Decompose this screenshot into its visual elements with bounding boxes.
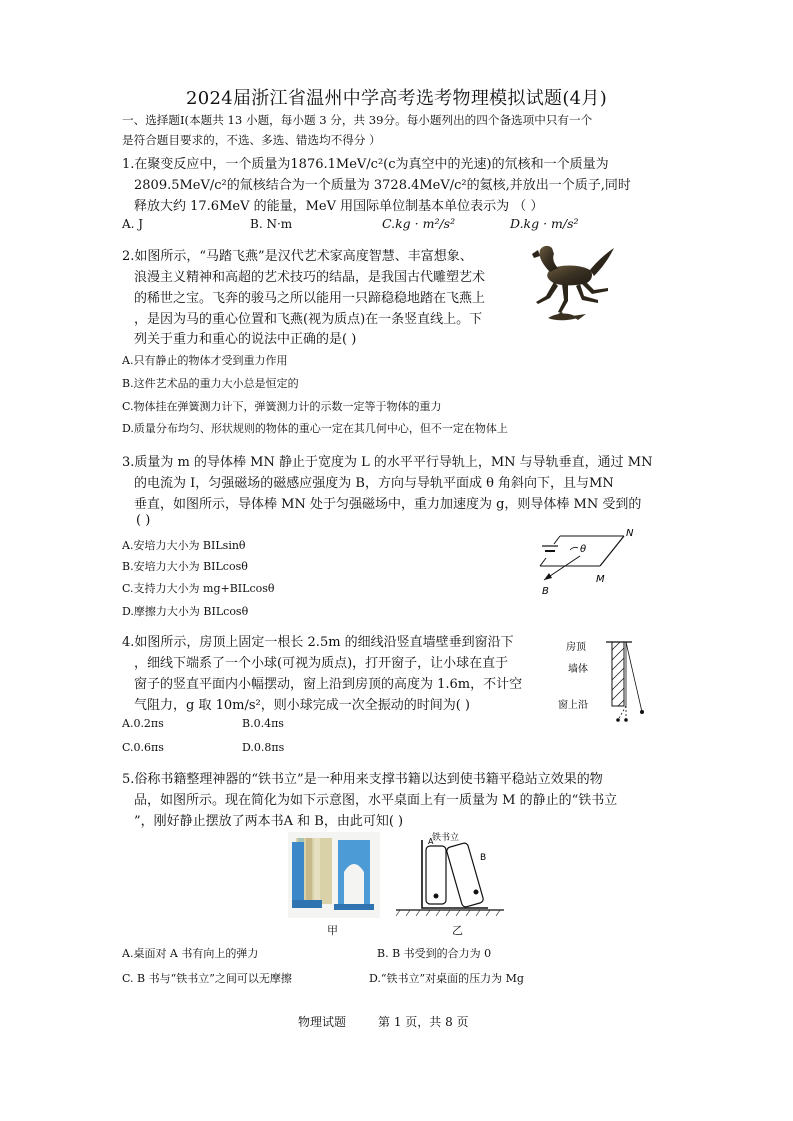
q5-option-a: A.桌面对 A 书有向上的弹力 bbox=[122, 947, 259, 960]
q1-option-c: C.kg · m²/s² bbox=[382, 216, 456, 231]
rail-magnetic-field-diagram bbox=[528, 520, 646, 598]
iron-bookend-label: 铁书立 bbox=[432, 833, 460, 843]
q1-text-line2: 2809.5MeV/c²的氚核结合为一个质量为 3728.4MeV/c²的氦核,并放出一个质子,同时 bbox=[134, 178, 631, 193]
q4-text-line1: 4.如图所示，房顶上固定一根长 2.5m 的细线沿竖直墙壁垂到窗沿下 bbox=[122, 635, 514, 650]
figure-yi-label: 乙 bbox=[452, 924, 463, 937]
book-a-label: A bbox=[428, 837, 434, 846]
q5-option-b: B. B 书受到的合力为 0 bbox=[377, 947, 492, 960]
pendulum-wall-diagram bbox=[556, 634, 652, 724]
q4-option-a: A.0.2πs bbox=[122, 717, 164, 730]
q2-option-d: D.质量分布均匀、形状规则的物体的重心一定在其几何中心，但不一定在物体上 bbox=[122, 422, 508, 435]
q3-option-d: D.摩擦力大小为 BILcosθ bbox=[122, 605, 249, 618]
n-label: N bbox=[626, 528, 634, 539]
q5-text-line2: 品，如图所示。现在简化为如下示意图，水平桌面上有一质量为 M 的静止的“铁书立 bbox=[134, 793, 618, 808]
q1-text-line1: 1.在聚变反应中，一个质量为1876.1MeV/c²(c为真空中的光速)的氘核和一个质量为 bbox=[122, 157, 609, 172]
section-header-line2: 是符合题目要求的，不选、多选、错选均不得分 ） bbox=[122, 133, 381, 147]
q2-option-a: A.只有静止的物体才受到重力作用 bbox=[122, 354, 288, 367]
q5-text-line3: ”，刚好静止摆放了两本书A 和 B，由此可知( ) bbox=[134, 814, 404, 829]
window-label: 窗上沿 bbox=[558, 700, 588, 711]
q1-option-b: B. N·m bbox=[250, 217, 293, 231]
q3-text-line3: 垂直，如图所示，导体棒 MN 处于匀强磁场中，重力加速度为 g，则导体棒 MN 受到的 bbox=[134, 497, 642, 512]
q2-option-b: B.这件艺术品的重力大小总是恒定的 bbox=[122, 377, 299, 390]
q4-text-line4: 气阻力，g 取 10m/s²，则小球完成一次全振动的时间为( ) bbox=[134, 698, 470, 713]
footer-subject: 物理试题 bbox=[298, 1015, 347, 1029]
q5-option-c: C. B 书与“铁书立”之间可以无摩擦 bbox=[122, 972, 292, 985]
q2-text-line4: ，是因为马的重心位置和飞燕(视为质点)在一条竖直线上。下 bbox=[134, 312, 483, 327]
q3-option-a: A.安培力大小为 BILsinθ bbox=[122, 539, 246, 552]
q1-option-d: D.kg · m/s² bbox=[510, 216, 579, 231]
roof-label: 房顶 bbox=[566, 642, 586, 653]
q3-text-line4: ( ) bbox=[136, 513, 151, 528]
q3-text-line1: 3.质量为 m 的导体棒 MN 静止于宽度为 L 的水平平行导轨上，MN 与导轨垂直，通过 MN bbox=[122, 455, 653, 470]
section-header-line1: 一、选择题Ⅰ(本题共 13 小题，每小题 3 分，共 39分。每小题列出的四个备选项中只有一个 bbox=[122, 113, 593, 127]
q3-option-b: B.安培力大小为 BILcosθ bbox=[122, 560, 248, 573]
book-b-label: B bbox=[480, 853, 487, 863]
q4-text-line2: ，细线下端系了一个小球(可视为质点)，打开窗子，让小球在直于 bbox=[134, 656, 509, 671]
q4-text-line3: 窗子的竖直平面内小幅摆动，窗上沿到房顶的高度为 1.6m，不计空 bbox=[134, 677, 523, 692]
q5-option-d: D.“铁书立”对桌面的压力为 Mg bbox=[369, 972, 524, 985]
q1-text-line3: 释放大约 17.6MeV 的能量，MeV 用国际单位制基本单位表示为 （ ） bbox=[134, 199, 544, 214]
q5-text-line1: 5.俗称书籍整理神器的“铁书立”是一种用来支撑书籍以达到使书籍平稳站立效果的物 bbox=[122, 772, 603, 787]
q1-option-a: A. J bbox=[122, 217, 144, 231]
q2-text-line3: 的稀世之宝。飞奔的骏马之所以能用一只蹄稳稳地踏在飞燕上 bbox=[134, 291, 486, 306]
bookend-diagram bbox=[392, 830, 508, 918]
figure-jia-label: 甲 bbox=[327, 924, 338, 937]
q3-option-c: C.支持力大小为 mg+BILcosθ bbox=[122, 582, 275, 595]
q4-option-d: D.0.8πs bbox=[242, 741, 285, 754]
horse-sculpture-image bbox=[528, 238, 620, 334]
q4-option-b: B.0.4πs bbox=[242, 717, 284, 730]
bookend-photo bbox=[288, 832, 380, 918]
wall-label: 墙体 bbox=[568, 664, 588, 675]
q2-text-line2: 浪漫主义精神和高超的艺术技巧的结晶，是我国古代雕塑艺术 bbox=[134, 270, 486, 285]
q4-option-c: C.0.6πs bbox=[122, 741, 164, 754]
page-title: 2024届浙江省温州中学高考选考物理模拟试题(4月) bbox=[185, 88, 608, 109]
q2-text-line1: 2.如图所示，“马踏飞燕”是汉代艺术家高度智慧、丰富想象、 bbox=[122, 249, 473, 264]
theta-label: θ bbox=[580, 544, 587, 555]
b-label: B bbox=[542, 586, 549, 597]
q3-text-line2: 的电流为 I，匀强磁场的磁感应强度为 B，方向与导轨平面成 θ 角斜向下，且与MN bbox=[134, 476, 614, 491]
q2-text-line5: 列关于重力和重心的说法中正确的是( ) bbox=[134, 332, 357, 347]
m-label: M bbox=[596, 574, 605, 585]
footer-page-number: 第 1 页，共 8 页 bbox=[378, 1015, 469, 1029]
q2-option-c: C.物体挂在弹簧测力计下，弹簧测力计的示数一定等于物体的重力 bbox=[122, 400, 442, 413]
